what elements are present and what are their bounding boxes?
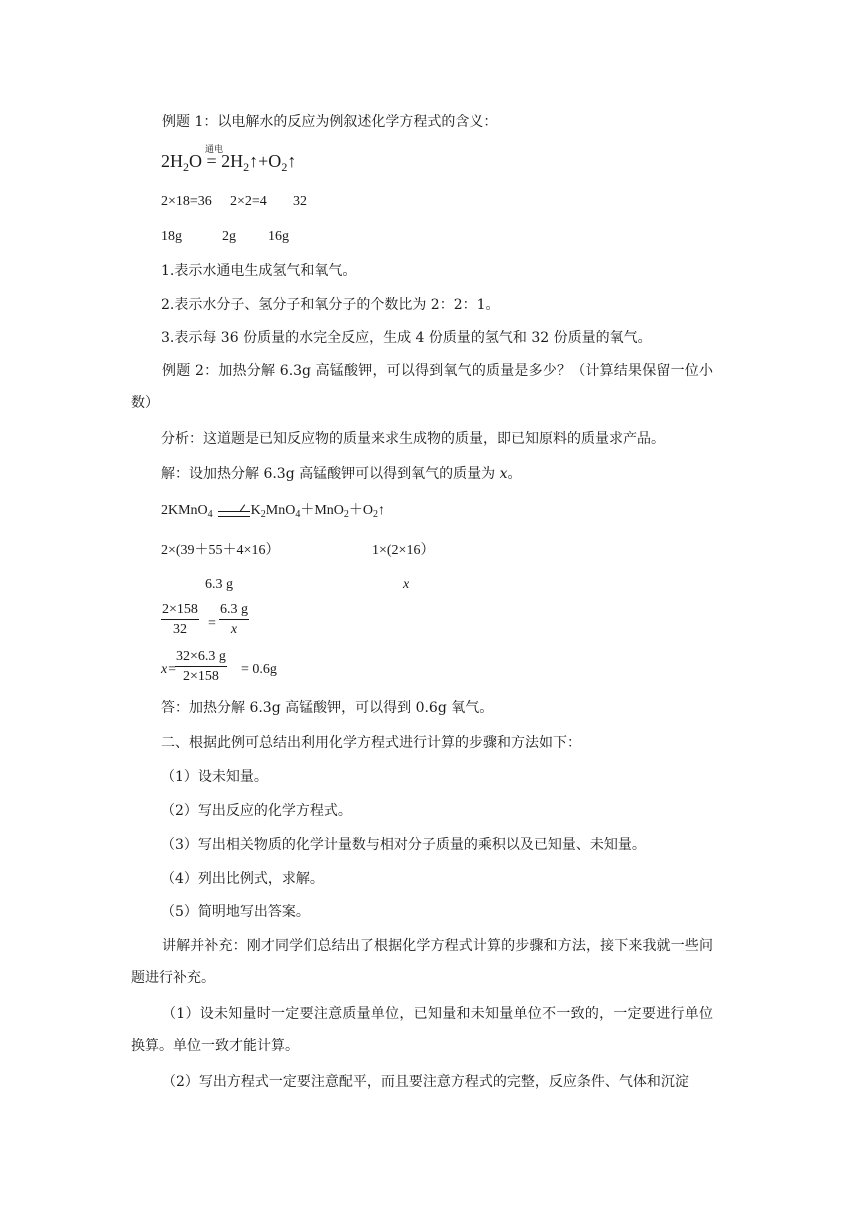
known-mass: 6.3 g bbox=[205, 577, 233, 592]
reaction-condition: 通电 bbox=[205, 145, 224, 155]
supplement-item-1: （1）设未知量时一定要注意质量单位，已知量和未知量单位不一致的，一定要进行单位换算。单位一致才能计算。 bbox=[131, 1006, 713, 1054]
relative-mass-right: 1×(2×16） bbox=[372, 543, 435, 558]
step-5: （5）简明地写出答案。 bbox=[161, 904, 310, 920]
calc-lhs: x= bbox=[161, 662, 177, 677]
step-2: （2）写出反应的化学方程式。 bbox=[161, 803, 352, 819]
mass-ratio-2: 2×2=4 bbox=[230, 194, 267, 209]
solution-setup: 解：设加热分解 6.3g 高锰酸钾可以得到氧气的质量为 x。 bbox=[161, 466, 522, 482]
relative-mass-left: 2×(39＋55＋4×16） bbox=[161, 543, 280, 558]
analysis-text: 分析：这道题是已知反应物的质量来求生成物的质量，即已知原料的质量求产品。 bbox=[161, 431, 665, 447]
supplement-item-2: （2）写出方程式一定要注意配平，而且要注意方程式的完整，反应条件、气体和沉淀 bbox=[162, 1074, 689, 1090]
step-4: （4）列出比例式，求解。 bbox=[161, 871, 324, 887]
equals-sign: = bbox=[206, 151, 217, 171]
mass-ratio-1: 2×18=36 bbox=[161, 194, 212, 209]
mass-ratio-3: 32 bbox=[293, 194, 307, 209]
answer-text: 答：加热分解 6.3g 高锰酸钾，可以得到 0.6g 氧气。 bbox=[161, 700, 494, 716]
gram-2: 2g bbox=[222, 229, 236, 244]
supplement-intro: 讲解并补充：刚才同学们总结出了根据化学方程式计算的步骤和方法，接下来我就一些问题进行补充。 bbox=[131, 938, 713, 986]
gram-1: 18g bbox=[161, 229, 182, 244]
step-3: （3）写出相关物质的化学计量数与相对分子质量的乘积以及已知量、未知量。 bbox=[161, 837, 646, 853]
calc-fraction: $\frac{32\times 6.3 g}{2\times 158}$ bbox=[176, 649, 226, 684]
step-1: （1）设未知量。 bbox=[161, 769, 268, 785]
gram-3: 16g bbox=[268, 229, 289, 244]
example1-title: 例题 1：以电解水的反应为例叙述化学方程式的含义： bbox=[162, 114, 498, 130]
electrolysis-equation: $2H_2O$ = $2H_2↑+O_2↑$ bbox=[161, 151, 297, 174]
ratio-equals: = bbox=[208, 616, 216, 631]
kmno4-equation: 2KMnO$_4$ $K_2MnO_4+MnO_2+O_2↑$ bbox=[161, 503, 386, 520]
ratio-left: $\frac{2\times 158}{32}$ bbox=[162, 602, 198, 637]
example2-title: 例题 2：加热分解 6.3g 高锰酸钾，可以得到氧气的质量是多少？（计算结果保留一位小数） bbox=[131, 363, 713, 411]
calc-result: = 0.6g bbox=[241, 662, 277, 677]
unknown-mass: x bbox=[403, 577, 410, 592]
heating-equals-sign bbox=[218, 511, 250, 517]
meaning-1: 1.表示水通电生成氢气和氧气。 bbox=[161, 263, 357, 279]
meaning-3: 3.表示每 36 份质量的水完全反应，生成 4 份质量的氢气和 32 份质量的氧气。 bbox=[161, 330, 652, 346]
ratio-right: $\frac{6.3 g}{x}$ bbox=[220, 602, 248, 637]
meaning-2: 2.表示水分子、氢分子和氧分子的个数比为 2：2：1。 bbox=[161, 297, 500, 313]
section2-title: 二、根据此例可总结出利用化学方程式进行计算的步骤和方法如下： bbox=[161, 735, 581, 751]
